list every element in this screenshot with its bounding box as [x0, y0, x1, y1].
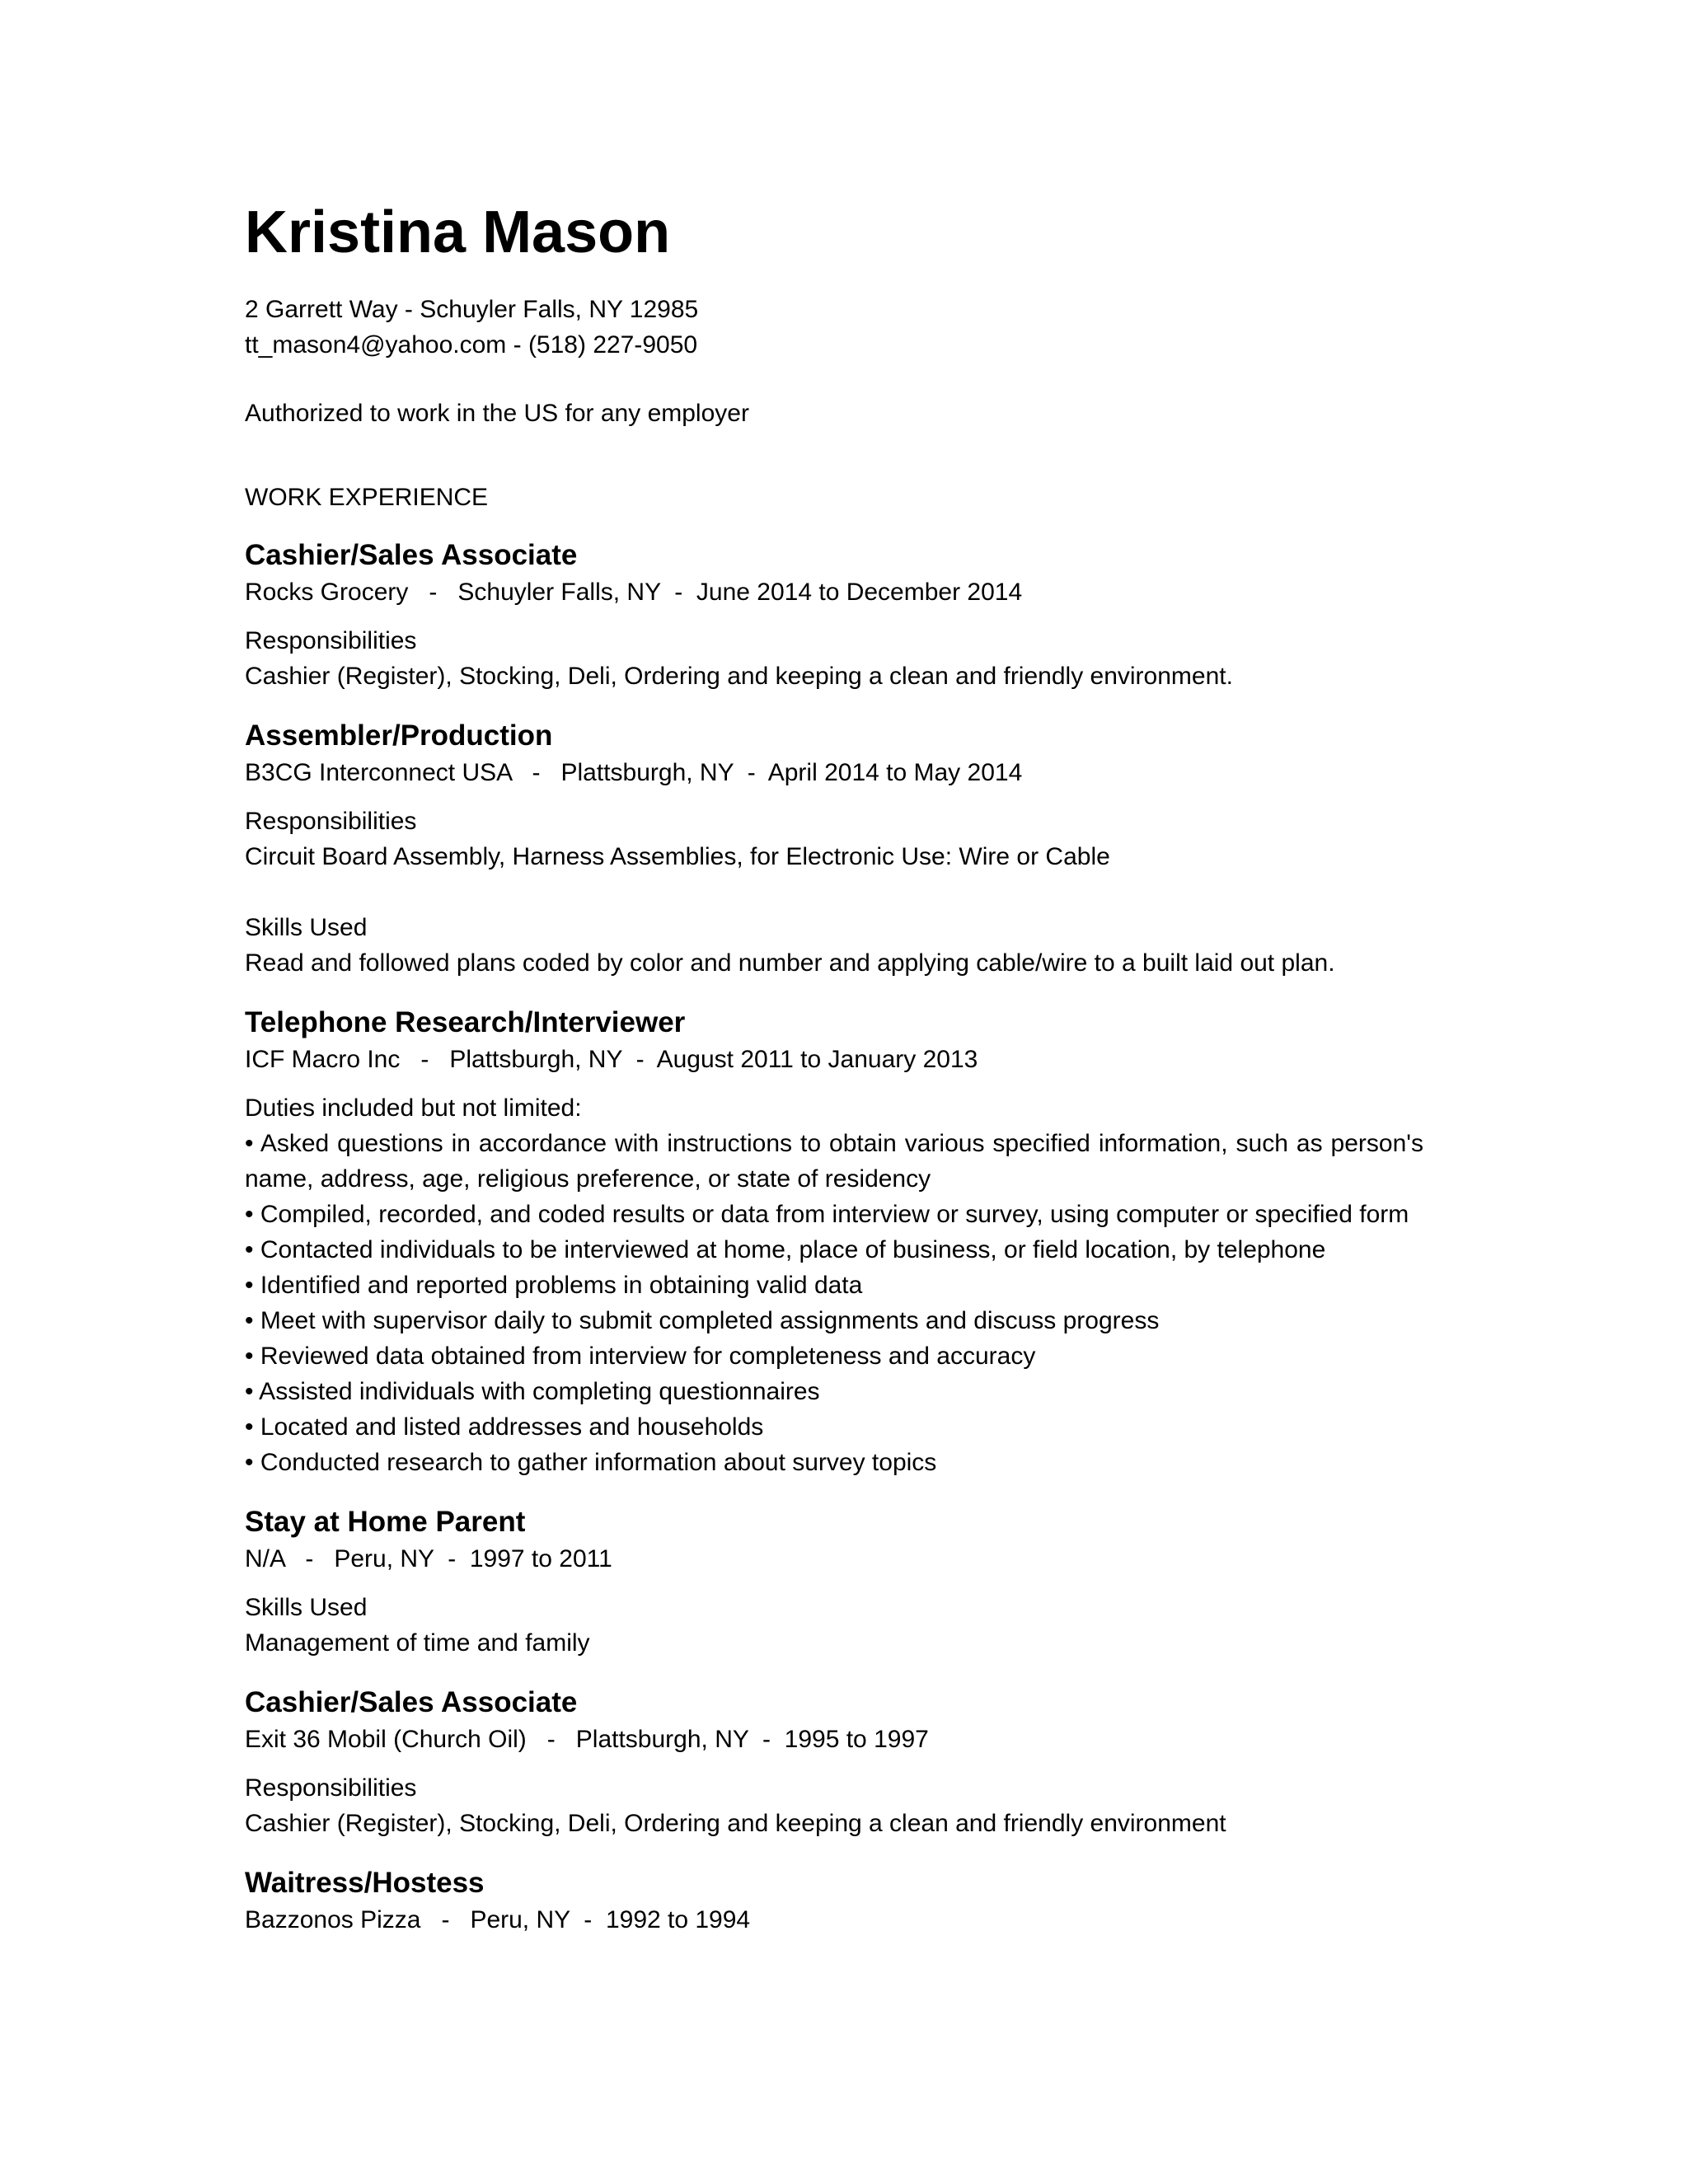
duty-item: • Contacted individuals to be interviewed at home, place of business, or field location, by telephone — [245, 1236, 1326, 1263]
job-meta: N/A - Peru, NY - 1997 to 2011 — [245, 1545, 612, 1572]
job-meta: Exit 36 Mobil (Church Oil) - Plattsburgh, NY - 1995 to 1997 — [245, 1726, 929, 1753]
job-title: Cashier/Sales Associate — [245, 539, 578, 571]
job-detail-block — [245, 910, 1423, 981]
candidate-name: Kristina Mason — [245, 199, 671, 265]
block-heading: Skills Used — [245, 914, 368, 941]
duty-item: • Assisted individuals with completing questionnaires — [245, 1378, 820, 1405]
duty-item: • Conducted research to gather information about survey topics — [245, 1449, 937, 1476]
block-heading: Responsibilities — [245, 808, 417, 835]
job-meta: ICF Macro Inc - Plattsburgh, NY - August 2011 to January 2013 — [245, 1046, 978, 1073]
block-text: Circuit Board Assembly, Harness Assemblies, for Electronic Use: Wire or Cable — [245, 843, 1110, 870]
duty-item: • Meet with supervisor daily to submit completed assignments and discuss progress — [245, 1307, 1160, 1334]
job-detail-block — [245, 1090, 1423, 1480]
duty-item: • Reviewed data obtained from interview for completeness and accuracy — [245, 1343, 1036, 1370]
job-detail-block — [245, 1770, 1423, 1841]
duty-item: • Identified and reported problems in obtaining valid data — [245, 1272, 863, 1299]
job-entry — [245, 717, 1423, 981]
duties-list — [245, 1126, 1423, 1480]
block-text: Cashier (Register), Stocking, Deli, Ordering and keeping a clean and friendly environment — [245, 1810, 1226, 1837]
job-title: Telephone Research/Interviewer — [245, 1006, 686, 1038]
block-heading: Responsibilities — [245, 627, 417, 654]
address-line: 2 Garrett Way - Schuyler Falls, NY 12985 — [245, 296, 699, 323]
block-text: Cashier (Register), Stocking, Deli, Ordering and keeping a clean and friendly environment. — [245, 663, 1233, 690]
duty-item: • Compiled, recorded, and coded results or data from interview or survey, using computer or specified form — [245, 1201, 1409, 1228]
job-entry — [245, 537, 1423, 694]
block-heading: Duties included but not limited: — [245, 1094, 582, 1122]
block-text: Management of time and family — [245, 1629, 590, 1657]
duty-item: • Located and listed addresses and households — [245, 1413, 764, 1441]
duty-item: • Asked questions in accordance with instructions to obtain various specified information, such as person's name, address, age, religious preference, or state of residency — [245, 1130, 1423, 1193]
job-detail-block — [245, 804, 1423, 874]
job-detail-block — [245, 623, 1423, 694]
job-meta: B3CG Interconnect USA - Plattsburgh, NY - April 2014 to May 2014 — [245, 759, 1023, 786]
section-heading-work-experience: WORK EXPERIENCE — [245, 484, 489, 511]
resume-content — [245, 191, 1423, 1961]
job-title: Assembler/Production — [245, 719, 553, 752]
block-heading: Skills Used — [245, 1594, 368, 1621]
job-meta: Rocks Grocery - Schuyler Falls, NY - June 2014 to December 2014 — [245, 579, 1023, 606]
job-entry — [245, 1684, 1423, 1841]
job-entry — [245, 1864, 1423, 1938]
block-heading: Responsibilities — [245, 1774, 417, 1802]
job-meta: Bazzonos Pizza - Peru, NY - 1992 to 1994 — [245, 1906, 751, 1933]
job-entry — [245, 1004, 1423, 1480]
job-title: Waitress/Hostess — [245, 1867, 485, 1899]
block-text: Read and followed plans coded by color and number and applying cable/wire to a built laid out plan. — [245, 949, 1335, 977]
job-title: Cashier/Sales Associate — [245, 1686, 578, 1718]
job-entry — [245, 1503, 1423, 1661]
contact-line: tt_mason4@yahoo.com - (518) 227-9050 — [245, 331, 698, 359]
job-detail-block — [245, 1590, 1423, 1661]
job-title: Stay at Home Parent — [245, 1506, 526, 1538]
work-authorization: Authorized to work in the US for any employer — [245, 400, 749, 427]
